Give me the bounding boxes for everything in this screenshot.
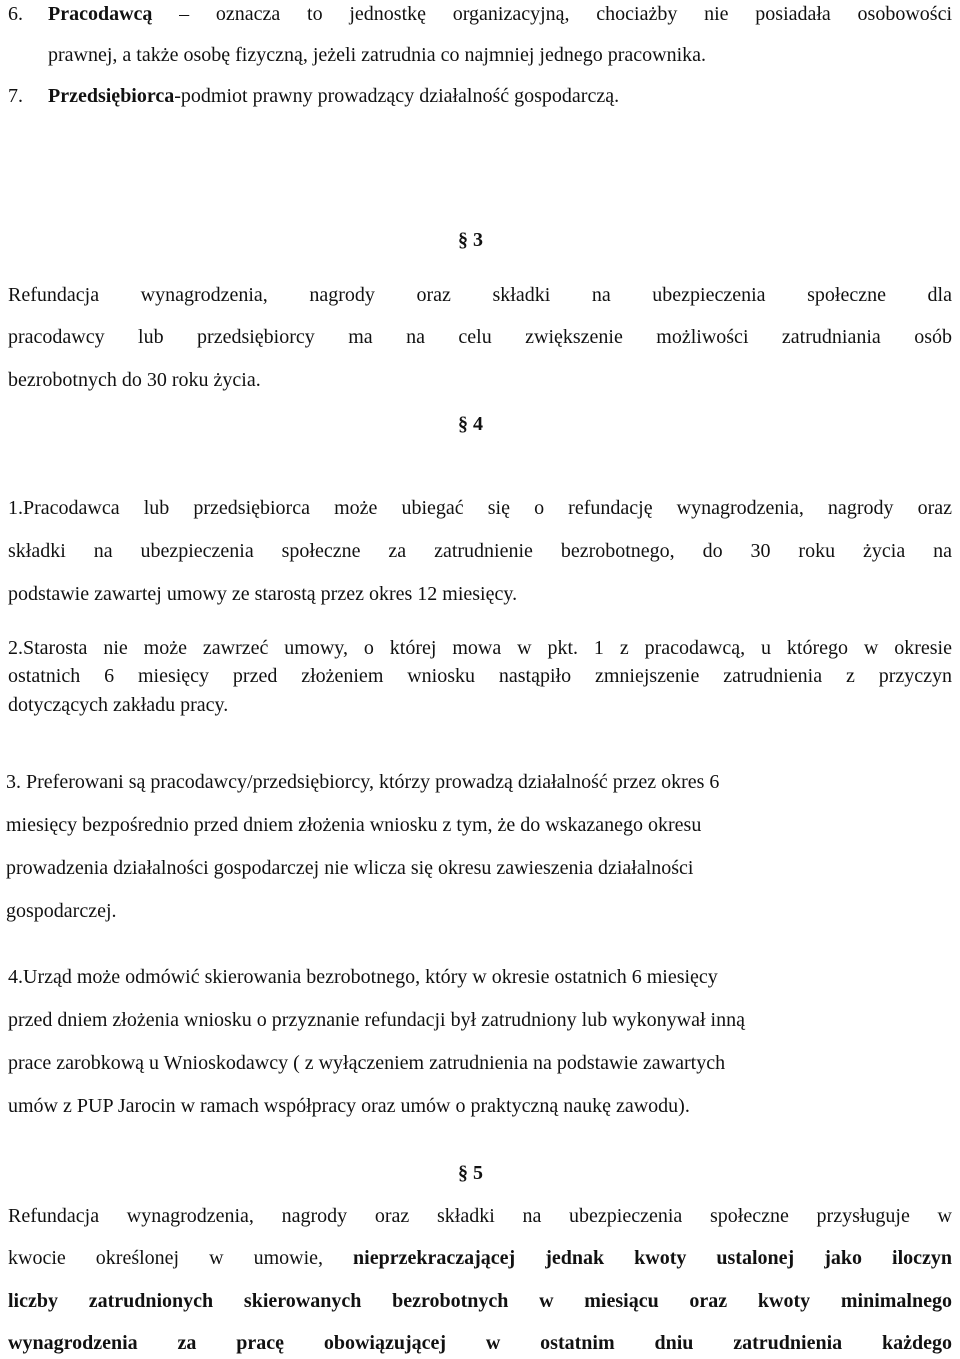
section-4-p4-line-3: prace zarobkową u Wnioskodawcy ( z wyłączeniem zatrudnienia na podstawie zawartych: [8, 1052, 726, 1074]
section-3-line-1: Refundacja wynagrodzenia, nagrody oraz składki na ubezpieczenia społeczne dla: [8, 284, 952, 306]
definition-7-term: Przedsiębiorca: [48, 85, 175, 107]
section-4-p4-line-1: 4.Urząd może odmówić skierowania bezrobotnego, który w okresie ostatnich 6 miesięcy: [8, 966, 718, 988]
definition-6-text: – oznacza to jednostkę organizacyjną, chociażby nie posiadała osobowości: [152, 3, 952, 25]
section-3-line-3: bezrobotnych do 30 roku życia.: [8, 369, 261, 391]
section-4-p3-line-1: 3. Preferowani są pracodawcy/przedsiębiorcy, którzy prowadzą działalność przez okres 6: [6, 771, 720, 793]
section-5-line-3: [8, 1289, 952, 1313]
section-5-line-2-normal: kwocie określonej w umowie,: [8, 1247, 354, 1269]
definition-6-line-1: [8, 2, 952, 26]
section-4-p1-line-1: 1.Pracodawca lub przedsiębiorca może ubiegać się o refundację wynagrodzenia, nagrody oraz: [8, 497, 952, 519]
section-4-p4-line-4: umów z PUP Jarocin w ramach współpracy oraz umów o praktyczną naukę zawodu).: [8, 1095, 690, 1117]
section-4-p4-line-2: przed dniem złożenia wniosku o przyznanie refundacji był zatrudniony lub wykonywał inną: [8, 1009, 745, 1031]
section-3-line-2: pracodawcy lub przedsiębiorcy ma na celu zwiększenie możliwości zatrudniania osób: [8, 326, 952, 348]
definition-7-text: -podmiot prawny prowadzący działalność gospodarczą.: [174, 85, 620, 107]
section-5-line-4: [8, 1331, 952, 1355]
definition-6-text-cont: prawnej, a także osobę fizyczną, jeżeli zatrudnia co najmniej jednego pracownika.: [48, 44, 707, 66]
definition-7-number: 7.: [8, 85, 23, 107]
section-5-line-2-bold: nieprzekraczającej jednak kwoty ustalonej jako iloczyn: [353, 1247, 952, 1269]
section-4-p1-line-2: składki na ubezpieczenia społeczne za zatrudnienie bezrobotnego, do 30 roku życia na: [8, 540, 952, 562]
definition-6-term: Pracodawcą: [48, 3, 153, 25]
section-3-heading: § 3: [458, 229, 483, 251]
section-4-p1-line-3: podstawie zawartej umowy ze starostą przez okres 12 miesięcy.: [8, 583, 518, 605]
definition-6-line-2: [48, 43, 952, 67]
section-5-line-1: Refundacja wynagrodzenia, nagrody oraz składki na ubezpieczenia społeczne przysługuje w: [8, 1205, 952, 1227]
section-4-p2-line-1: 2.Starosta nie może zawrzeć umowy, o której mowa w pkt. 1 z pracodawcą, u którego w okresie: [8, 637, 952, 659]
definition-7-line: [8, 84, 952, 108]
section-4-heading: § 4: [458, 413, 483, 435]
definition-6-number: 6.: [8, 3, 23, 25]
section-5-line-2: [8, 1246, 952, 1270]
section-4-p3-line-2: miesięcy bezpośrednio przed dniem złożenia wniosku z tym, że do wskazanego okresu: [6, 814, 702, 836]
section-5-heading: § 5: [458, 1162, 483, 1184]
section-4-p2-line-2: ostatnich 6 miesięcy przed złożeniem wniosku nastąpiło zmniejszenie zatrudnienia z przyczyn: [8, 665, 952, 687]
section-4-p3-line-3: prowadzenia działalności gospodarczej nie wlicza się okresu zawieszenia działalności: [6, 857, 694, 879]
section-5-line-3-bold: liczby zatrudnionych skierowanych bezrobotnych w miesiącu oraz kwoty minimalnego: [8, 1290, 952, 1312]
section-5-line-4-bold: wynagrodzenia za pracę obowiązującej w ostatnim dniu zatrudnienia każdego: [8, 1332, 952, 1354]
section-4-p2-line-3: dotyczących zakładu pracy.: [8, 694, 229, 716]
section-4-p3-line-4: gospodarczej.: [6, 900, 117, 922]
